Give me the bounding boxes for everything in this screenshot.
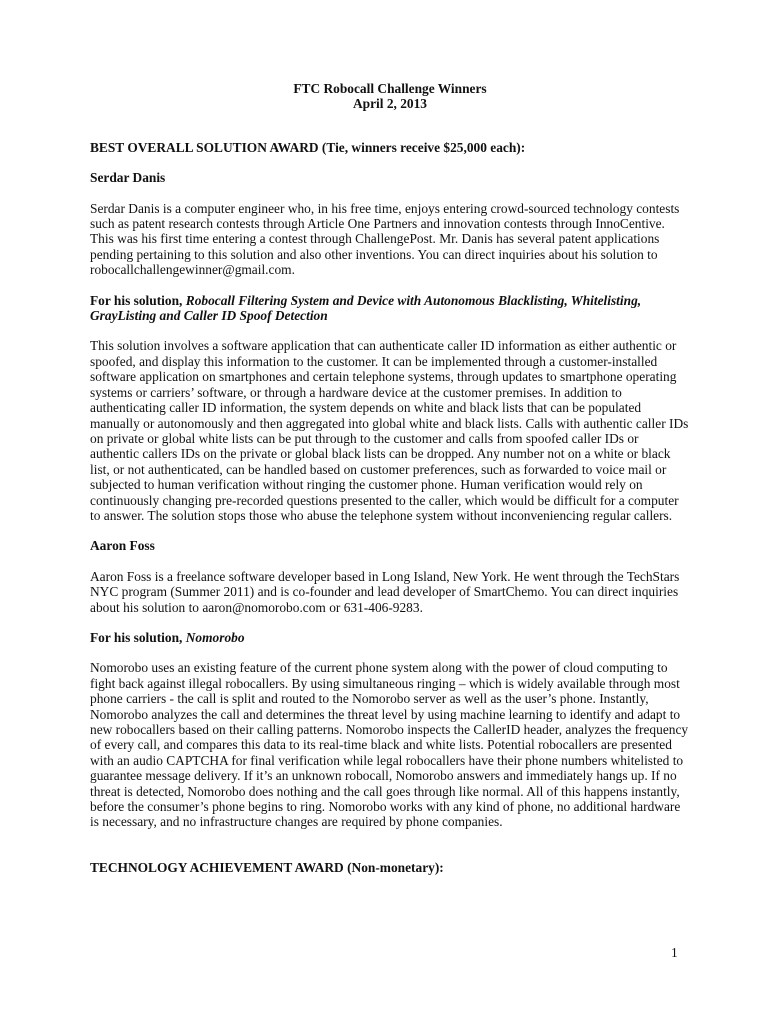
winner2-description: Nomorobo uses an existing feature of the current phone system along with the power of cloud computing to fight back against illegal robocallers. By using simultaneous ringing – which is widely available through most phone carriers - the call is split and routed to the Nomorobo server as well as the user’s phone. Instantly, Nomorobo analyzes the call and determines the threat level by using machine learning to identify and adapt to new robocallers based on their calling patterns. Nomorobo inspects the CallerID header, analyzes the frequency of every call, and compares this data to its real-time black and white lists. Potential robocallers are presented with an audio CAPTCHA for final verification while legal robocallers have their phone numbers whitelisted to guarantee message delivery. If it’s an unknown robocall, Nomorobo answers and immediately hangs up. If no threat is detected, Nomorobo does nothing and the call goes through like normal. All of this happens instantly, before the consumer’s phone begins to ring. Nomorobo works with any kind of phone, no additional hardware is necessary, and no infrastructure changes are required by phone companies. <box>90 660 689 830</box>
winner1-description: This solution involves a software application that can authenticate caller ID information as either authentic or spoofed, and display this information to the customer. It can be implemented through a customer-installed software application on smartphones and certain telephone systems, through updates to smartphone operating systems or carriers’ software, or through a hardware device at the customer premises. In addition to authenticating caller ID information, the system depends on white and black lists that can be populated manually or autonomously and then aggregated into global white and black lists. Calls with authentic caller IDs on private or global white lists can be put through to the customer and calls from spoofed caller IDs or authentic callers IDs on the private or global black lists can be dropped. Any number not on a white or black list, or not authenticated, can be handled based on customer preferences, such as forwarded to voice mail or subjected to human verification without ringing the customer phone. Human verification would rely on continuously changing pre-recorded questions presented to the caller, which would be difficult for a computer to answer. The solution stops those who abuse the telephone system without inconveniencing regular callers. <box>90 338 689 523</box>
winner1-bio: Serdar Danis is a computer engineer who, in his free time, enjoys entering crowd-sourced technology contests such as patent research contests through Article One Partners and innovation contests through InnoCentive. This was his first time entering a contest through ChallengePost. Mr. Danis has several patent applications pending pertaining to this solution and also other inventions. You can direct inquiries about his solution to robocallchallengewinner@gmail.com. <box>90 200 680 278</box>
winner1-name: Serdar Danis <box>90 170 166 186</box>
document-date: April 2, 2013 <box>352 96 428 112</box>
page-number: 1 <box>671 945 678 960</box>
winner2-solution-heading <box>90 630 690 645</box>
document-title: FTC Robocall Challenge Winners <box>293 81 487 96</box>
winner2-solution-prefix: For his solution, <box>90 629 183 645</box>
winner2-name: Aaron Foss <box>90 538 155 554</box>
winner2-solution-title: Nomorobo <box>185 629 245 645</box>
winner1-solution-heading <box>90 293 690 324</box>
technology-award-heading: TECHNOLOGY ACHIEVEMENT AWARD (Non-monetary): <box>90 859 444 875</box>
winner2-bio: Aaron Foss is a freelance software developer based in Long Island, New York. He went through the TechStars NYC program (Summer 2011) and is co-founder and lead developer of SmartChemo. You can direct inquiries about his solution to aaron@nomorobo.com or 631-406-9283. <box>90 568 680 615</box>
best-overall-heading: BEST OVERALL SOLUTION AWARD (Tie, winners receive $25,000 each): <box>90 139 526 155</box>
winner1-solution-title: Robocall Filtering System and Device with Autonomous Blacklisting, Whitelisting, GrayListing and Caller ID Spoof Detection <box>90 292 642 324</box>
document-body <box>90 81 690 875</box>
winner1-solution-prefix: For his solution, <box>90 292 183 308</box>
